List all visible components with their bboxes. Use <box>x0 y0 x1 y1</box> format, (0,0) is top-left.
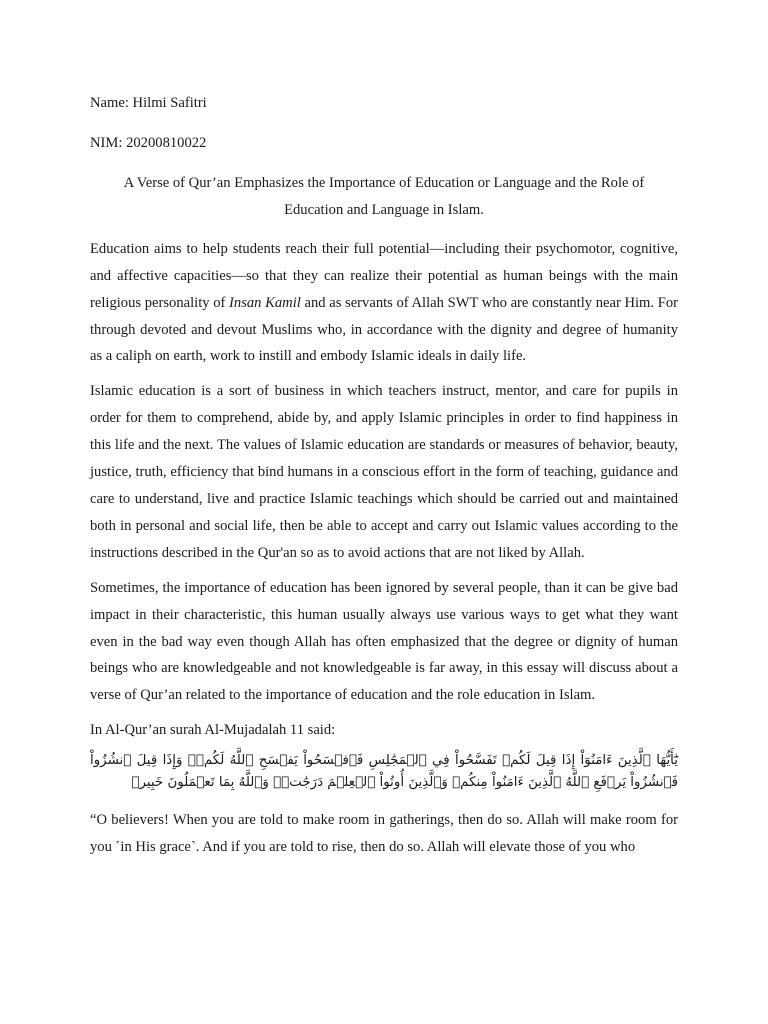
paragraph-3: Sometimes, the importance of education has been ignored by several people, than it can be give bad impact in their characteristic, this human usually always use various ways to get what they want even in the bad way even though Allah has often emphasized that the degree or dignity of human beings who are knowledgeable and not knowledgeable is far away, in this essay will discuss about a verse of Qur’an related to the importance of education and the role education in Islam. <box>90 579 678 704</box>
essay-title-line-1: A Verse of Qur’an Emphasizes the Importance of Education or Language and the Role of <box>123 174 645 191</box>
essay-title <box>90 170 678 224</box>
verse-translation: “O believers! When you are told to make room in gatherings, then do so. Allah will make room for you ˹in His grace˺. And if you are told to rise, then do so. Allah will elevate those of you who <box>90 812 678 856</box>
student-id: NIM: 20200810022 <box>90 134 207 151</box>
document-page <box>90 90 678 861</box>
surah-intro: In Al-Qur’an surah Al-Mujadalah 11 said: <box>90 722 336 739</box>
paragraph-1-text-a: Education aims to help students reach their full potential—including their psychomotor, cognitive, and affective capacities—so that they can realize their potential as human beings with the main religious personality of <box>90 240 678 311</box>
arabic-verse: يَٰٓأَيُّهَا ٱلَّذِينَ ءَامَنُوٓاْ إِذَا قِيلَ لَكُمۡ تَفَسَّحُواْ فِي ٱلۡمَجَٰلِسِ فَٱفۡسَحُواْ يَفۡسَحِ ٱللَّهُ لَكُمۡۖ وَإِذَا قِيلَ ٱنشُزُواْ فَٱنشُزُواْ يَرۡفَعِ ٱللَّهُ ٱلَّذِينَ ءَامَنُواْ مِنكُمۡ وَٱلَّذِينَ أُوتُواْ ٱلۡعِلۡمَ دَرَجَٰتٖۚ وَٱللَّهُ بِمَا تَعۡمَلُونَ خَبِيرٞ <box>90 753 678 791</box>
essay-title-line-2: Education and Language in Islam. <box>284 201 484 218</box>
author-name: Name: Hilmi Safitri <box>90 95 207 111</box>
paragraph-1-text-b: and as servants of Allah SWT who are constantly near Him. For through devoted and devout Muslims who, in accordance with the dignity and degree of humanity as a caliph on earth, work to instill and embody Islamic ideals in daily life. <box>90 294 678 365</box>
paragraph-2: Islamic education is a sort of business in which teachers instruct, mentor, and care for pupils in order for them to comprehend, abide by, and apply Islamic principles in order to find happiness in this life and the next. The values of Islamic education are standards or measures of behavior, beauty, justice, truth, efficiency that bind humans in a conscious effort in the form of teaching, guidance and care to understand, live and practice Islamic teachings which should be carried out and maintained both in personal and social life, then be able to accept and carry out Islamic values according to the instructions described in the Qur'an so as to avoid actions that are not liked by Allah. <box>90 383 678 561</box>
paragraph-1 <box>90 236 678 371</box>
paragraph-1-italic-term: Insan Kamil <box>229 294 301 311</box>
